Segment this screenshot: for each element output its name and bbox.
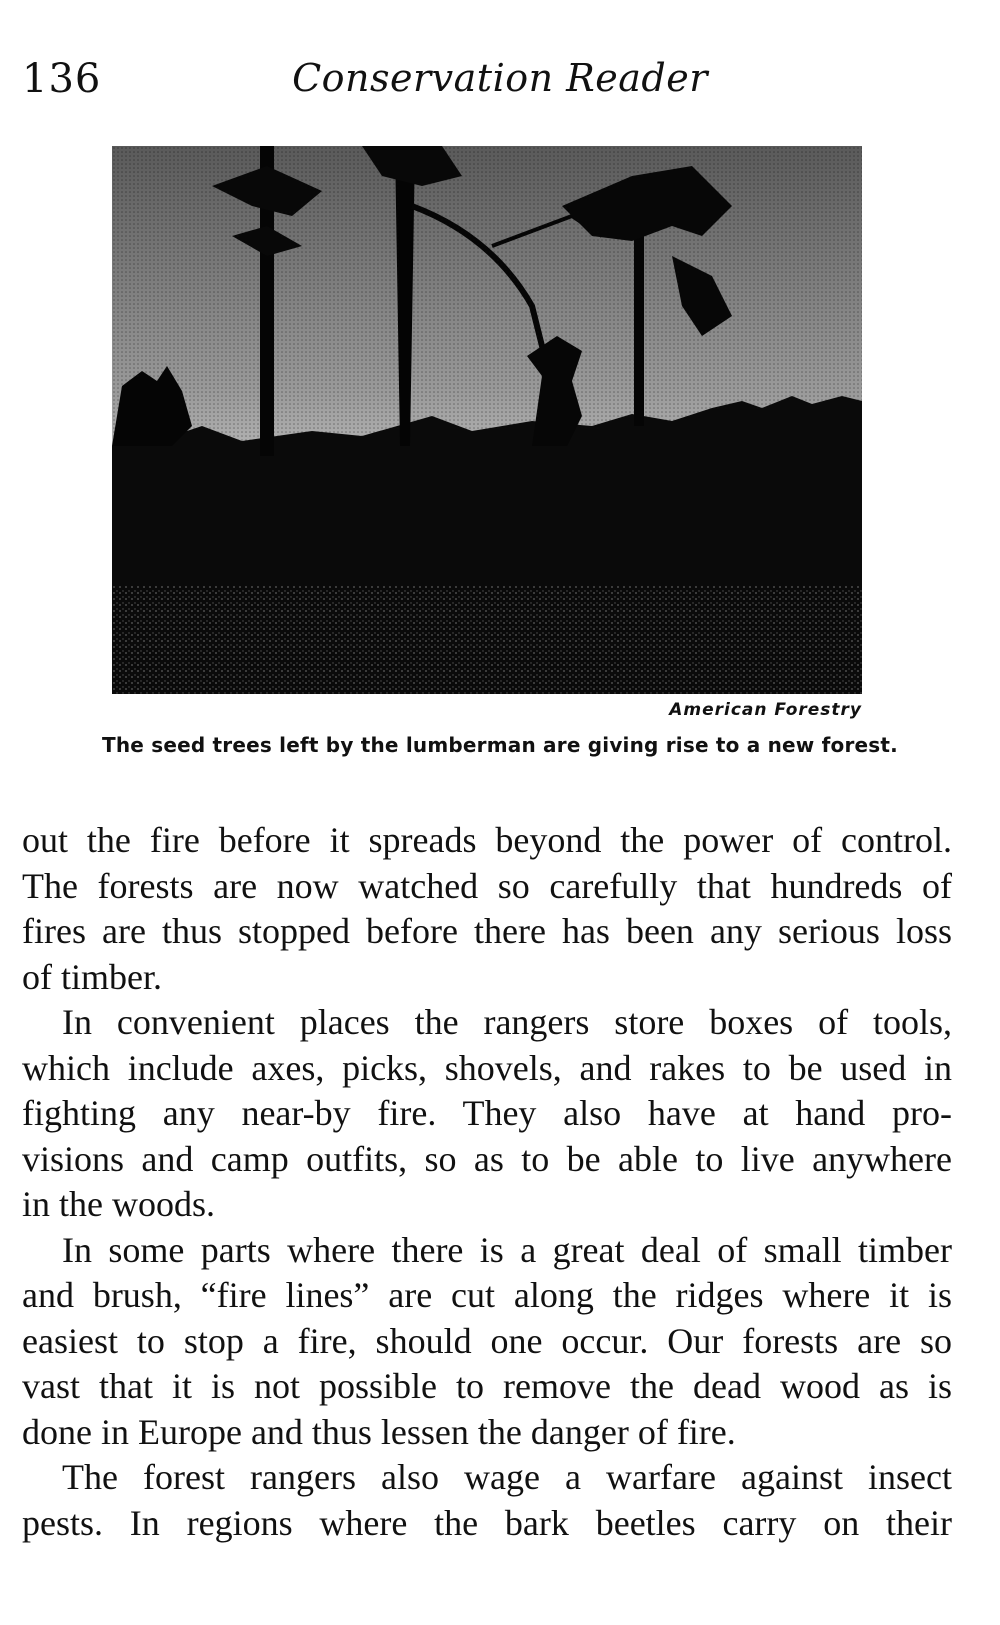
figure-caption: The seed trees left by the lumberman are giving rise to a new forest. [102, 733, 898, 757]
text-line: The forests are now watched so carefully that hundreds of [22, 865, 952, 906]
photo-credit: American Forestry [669, 700, 862, 720]
page-number: 136 [22, 56, 102, 102]
text-line: done in Europe and thus lessen the danger of fire. [22, 1411, 736, 1452]
text-line: In some parts where there is a great deal of small timber [62, 1229, 952, 1270]
text-line: visions and camp outfits, so as to be able to live anywhere [22, 1138, 952, 1179]
text-line: easiest to stop a fire, should one occur. Our forests are so [22, 1320, 952, 1361]
text-line: fires are thus stopped before there has been any serious loss [22, 911, 952, 951]
text-line: vast that it is not possible to remove the dead wood as is [22, 1366, 952, 1406]
text-line: In convenient places the rangers store boxes of tools, [62, 1002, 952, 1042]
text-line: The forest rangers also wage a warfare against insect [62, 1457, 952, 1497]
text-line: pests. In regions where the bark beetles carry on their [22, 1502, 952, 1543]
forest-photograph [112, 146, 862, 694]
text-line: of timber. [22, 956, 162, 997]
body-text [22, 818, 952, 1546]
text-line: and brush, “fire lines” are cut along the ridges where it is [22, 1275, 952, 1315]
text-line: out the fire before it spreads beyond the power of control. [22, 820, 952, 860]
text-line: in the woods. [22, 1184, 215, 1224]
text-line: fighting any near-by fire. They also have at hand pro- [22, 1093, 952, 1133]
text-line: which include axes, picks, shovels, and rakes to be used in [22, 1047, 952, 1088]
running-head-title: Conservation Reader [292, 56, 708, 100]
